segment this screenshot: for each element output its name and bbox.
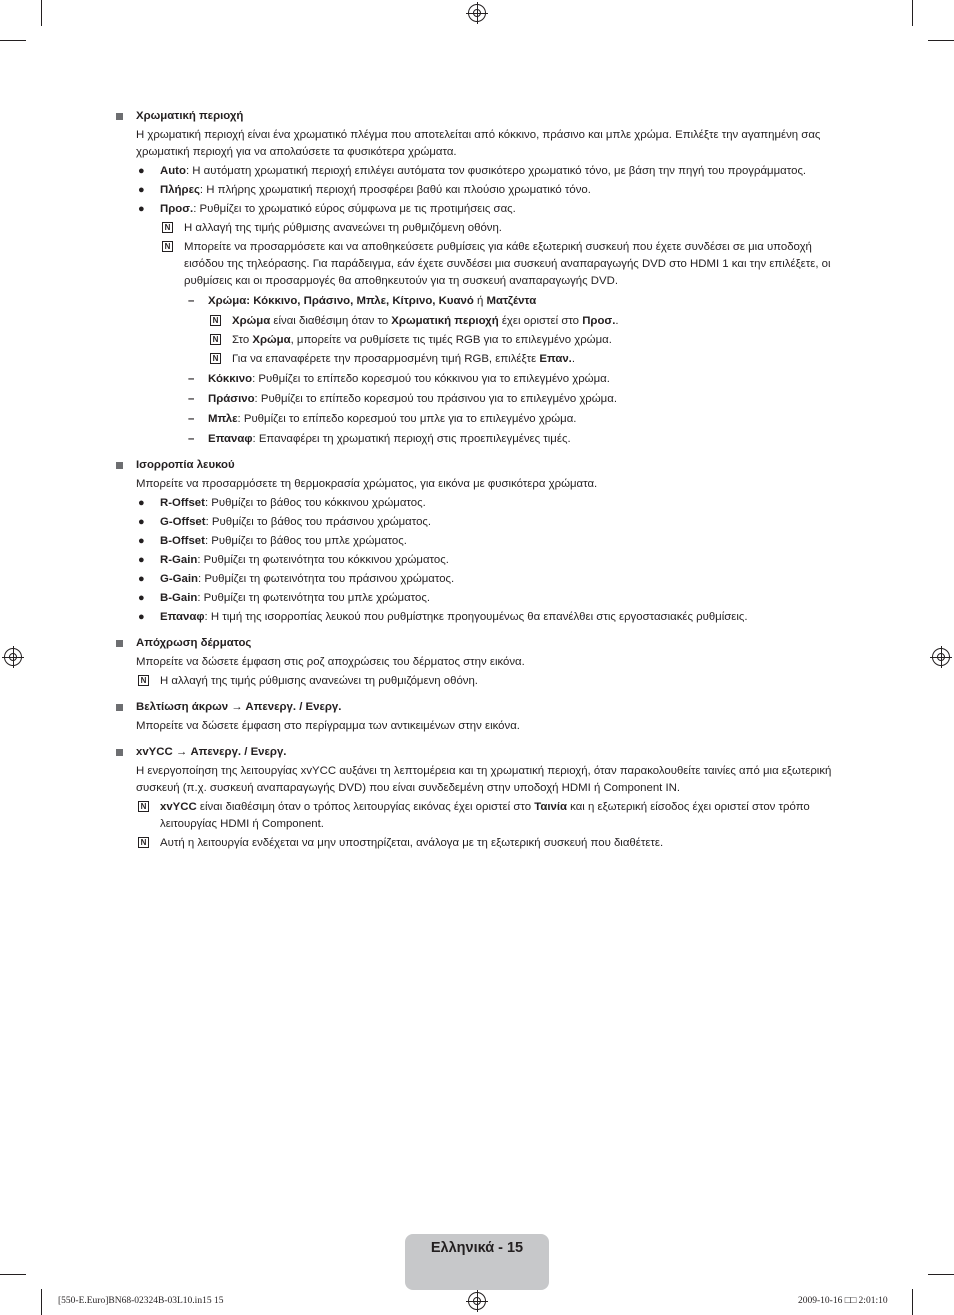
item-text: : Ρυθμίζει το βάθος του πράσινου χρώματος. (205, 516, 432, 528)
crop-mark (928, 40, 954, 41)
note-text: , μπορείτε να ρυθμίσετε τις τιμές RGB για το επιλεγμένο χρώμα. (290, 334, 612, 346)
note-text: Η αλλαγή της τιμής ρύθμισης ανανεώνει τη ρυθμιζόμενη οθόνη. (184, 222, 502, 234)
section-color-space (112, 108, 852, 448)
item-text: : Ρυθμίζει το βάθος του μπλε χρώματος. (204, 535, 407, 547)
list-item (136, 182, 852, 199)
section-title: Απόχρωση δέρματος (136, 637, 252, 649)
note (136, 332, 852, 349)
section-title: xvYCC → Απενεργ. / Ενεργ. (136, 746, 287, 758)
item-term: Προσ. (160, 203, 194, 215)
dash-item: – Πράσινο: Ρυθμίζει το επίπεδο κορεσμού του πράσινου για το επιλεγμένο χρώμα. (188, 393, 617, 405)
crop-mark (912, 0, 913, 26)
item-term: Ματζέντα (486, 295, 537, 307)
note-icon: N (138, 675, 149, 686)
note-term: Επαν. (539, 353, 572, 365)
item-term: G-Gain (160, 573, 198, 585)
bullet-icon: ● (138, 573, 145, 585)
section-description: Μπορείτε να δώσετε έμφαση στις ροζ αποχρώσεις του δέρματος στην εικόνα. (136, 656, 525, 668)
item-text: : Ρυθμίζει το επίπεδο κορεσμού του πράσινου για το επιλεγμένο χρώμα. (254, 393, 617, 405)
item-text: : Επαναφέρει τη χρωματική περιοχή στις προεπιλεγμένες τιμές. (252, 433, 571, 445)
section-edge-enhancement (112, 699, 852, 735)
item-text: : Ρυθμίζει τη φωτεινότητα του κόκκινου χρώματος. (197, 554, 449, 566)
item-text: : Ρυθμίζει το επίπεδο κορεσμού του κόκκινου για το επιλεγμένο χρώμα. (252, 373, 610, 385)
note-icon: N (138, 801, 149, 812)
list-item (136, 514, 852, 531)
item-text: : Η τιμή της ισορροπίας λευκού που ρυθμίστηκε προηγουμένως θα επανέλθει στις εργοστασιακές ρυθμίσεις. (204, 611, 748, 623)
item-term: R-Gain (160, 554, 198, 566)
note (136, 313, 852, 330)
note (136, 220, 852, 237)
note-icon: N (210, 334, 221, 345)
note-term: Χρώμα (252, 334, 291, 346)
note-icon: N (162, 241, 173, 252)
section-description: Μπορείτε να προσαρμόσετε τη θερμοκρασία χρώματος, για εικόνα με φυσικότερα χρώματα. (136, 478, 598, 490)
square-bullet-icon (116, 640, 123, 647)
crop-mark (41, 1289, 42, 1315)
square-bullet-icon (116, 704, 123, 711)
note-text: έχει οριστεί στο (498, 315, 583, 327)
item-term: Πλήρες (160, 184, 200, 196)
registration-mark-icon (932, 648, 950, 666)
dash-item: – Επαναφ: Επαναφέρει τη χρωματική περιοχή στις προεπιλεγμένες τιμές. (188, 433, 571, 445)
note-term: Χρωματική περιοχή (391, 315, 499, 327)
list-item (136, 590, 852, 607)
note (136, 239, 852, 290)
note-term: Προσ. (582, 315, 616, 327)
item-text: : Η πλήρης χρωματική περιοχή προσφέρει βαθύ και πλούσιο χρωματικό τόνο. (199, 184, 591, 196)
section-description: Η ενεργοποίηση της λειτουργίας xvYCC αυξάνει τη λεπτομέρεια και τη χρωματική περιοχή, όταν παρακολουθείτε ταινίες από μια εξωτερική συσκευή (π.χ. συσκευή αναπαραγωγής DVD) που είναι συνδεδεμένη στην υποδοχή HDMI ή Component IN. (136, 765, 832, 794)
list-item (136, 201, 852, 218)
bullet-icon: ● (138, 592, 145, 604)
item-term: Επαναφ (160, 611, 205, 623)
dash-item: – Κόκκινο: Ρυθμίζει το επίπεδο κορεσμού του κόκκινου για το επιλεγμένο χρώμα. (188, 373, 610, 385)
note-term: Χρώμα (232, 315, 271, 327)
bullet-icon: ● (138, 184, 145, 196)
item-text: : Η αυτόματη χρωματική περιοχή επιλέγει αυτόματα τον φυσικότερο χρωματικό τόνο, με βάση την πηγή του προγράμματος. (185, 165, 807, 177)
item-text: ή (473, 295, 487, 307)
crop-mark (0, 40, 26, 41)
square-bullet-icon (116, 749, 123, 756)
note-term: xvYCC (160, 801, 197, 813)
print-slug-right: 2009-10-16 □□ 2:01:10 (798, 1296, 888, 1306)
manual-content (112, 108, 852, 861)
note-text: . (615, 315, 619, 327)
item-text: : Ρυθμίζει το επίπεδο κορεσμού του μπλε για το επιλεγμένο χρώμα. (237, 413, 577, 425)
item-term: G-Offset (160, 516, 206, 528)
bullet-icon: ● (138, 611, 145, 623)
note-text: Για να επαναφέρετε την προσαρμοσμένη τιμή RGB, επιλέξτε (232, 353, 540, 365)
section-description: Μπορείτε να δώσετε έμφαση στο περίγραμμα των αντικειμένων στην εικόνα. (136, 720, 520, 732)
item-text: : Ρυθμίζει το βάθος του κόκκινου χρώματος. (204, 497, 426, 509)
item-term: Κόκκινο (208, 373, 253, 385)
bullet-icon: ● (138, 554, 145, 566)
dash-item: – Χρώμα: Κόκκινο, Πράσινο, Μπλε, Κίτρινο, Κυανό ή Ματζέντα (188, 295, 537, 307)
item-term: Χρώμα: Κόκκινο, Πράσινο, Μπλε, Κίτρινο, Κυανό (208, 295, 474, 307)
item-text: : Ρυθμίζει τη φωτεινότητα του μπλε χρώματος. (197, 592, 430, 604)
note-text: Η αλλαγή της τιμής ρύθμισης ανανεώνει τη ρυθμιζόμενη οθόνη. (160, 675, 478, 687)
registration-mark-icon (468, 1292, 486, 1310)
crop-mark (41, 0, 42, 26)
item-term: Επαναφ (208, 433, 253, 445)
crop-mark (0, 1274, 26, 1275)
bullet-icon: ● (138, 535, 145, 547)
bullet-icon: ● (138, 497, 145, 509)
bullet-icon: ● (138, 165, 145, 177)
section-xvycc (112, 744, 852, 852)
item-text: : Ρυθμίζει τη φωτεινότητα του πράσινου χρώματος. (197, 573, 455, 585)
square-bullet-icon (116, 462, 123, 469)
list-item (136, 571, 852, 588)
note-icon: N (210, 353, 221, 364)
note-text: και η εξωτερική είσοδος έχει οριστεί στον τρόπο λειτουργίας HDMI ή Component. (160, 801, 810, 830)
section-flesh-tone (112, 635, 852, 690)
section-title: Βελτίωση άκρων → Απενεργ. / Ενεργ. (136, 701, 342, 713)
page-number: Ελληνικά - 15 (430, 1240, 524, 1256)
dash-item: – Μπλε: Ρυθμίζει το επίπεδο κορεσμού του μπλε για το επιλεγμένο χρώμα. (188, 413, 577, 425)
item-term: Auto (160, 165, 186, 177)
item-term: B-Offset (160, 535, 205, 547)
note-icon: N (162, 222, 173, 233)
note-text: Αυτή η λειτουργία ενδέχεται να μην υποστηρίζεται, ανάλογα με τη εξωτερική συσκευή που διαθέτετε. (160, 837, 664, 849)
note-text: Στο (232, 334, 253, 346)
note (136, 673, 852, 690)
note-text: είναι διαθέσιμη όταν το (270, 315, 392, 327)
bullet-icon: ● (138, 203, 145, 215)
note (136, 799, 852, 833)
section-description: Η χρωματική περιοχή είναι ένα χρωματικό πλέγμα που αποτελείται από κόκκινο, πράσινο και μπλε χρώμα. Επιλέξτε την αγαπημένη σας χρωματική περιοχή για να απολαύσετε τα φυσικότερα χρώματα. (136, 129, 821, 158)
registration-mark-icon (468, 4, 486, 22)
square-bullet-icon (116, 113, 123, 120)
note-text: είναι διαθέσιμη όταν ο τρόπος λειτουργίας εικόνας έχει οριστεί στο (196, 801, 535, 813)
note-term: Ταινία (534, 801, 567, 813)
list-item (136, 533, 852, 550)
section-title: Χρωματική περιοχή (136, 110, 244, 122)
note-text: Μπορείτε να προσαρμόσετε και να αποθηκεύσετε ρυθμίσεις για κάθε εξωτερική συσκευή που έχετε συνδέσει σε μια υποδοχή εισόδου της τηλεόρασης. Για παράδειγμα, εάν έχετε συνδέσει μια συσκευή αναπαραγωγής DVD στο HDMI 1 και την επιλέξετε, οι ρυθμίσεις και οι προσαρμογές θα αποθηκευτούν για τη συσκευή αναπαραγωγής DVD. (184, 241, 831, 287)
item-term: R-Offset (160, 497, 205, 509)
section-title: Ισορροπία λευκού (136, 459, 235, 471)
note-text: . (571, 353, 576, 365)
item-term: Μπλε (208, 413, 238, 425)
item-text: : Ρυθμίζει το χρωματικό εύρος σύμφωνα με τις προτιμήσεις σας. (193, 203, 516, 215)
list-item (136, 552, 852, 569)
note-icon: N (210, 315, 221, 326)
list-item (136, 495, 852, 512)
note (136, 835, 852, 852)
registration-mark-icon (4, 648, 22, 666)
list-item (136, 163, 852, 180)
crop-mark (912, 1289, 913, 1315)
crop-mark (928, 1274, 954, 1275)
print-slug-left: [550-E.Euro]BN68-02324B-03L10.in15 15 (58, 1296, 224, 1306)
bullet-icon: ● (138, 516, 145, 528)
section-white-balance (112, 457, 852, 626)
list-item (136, 609, 852, 626)
item-term: B-Gain (160, 592, 198, 604)
item-term: Πράσινο (208, 393, 255, 405)
note (136, 351, 852, 368)
note-icon: N (138, 837, 149, 848)
